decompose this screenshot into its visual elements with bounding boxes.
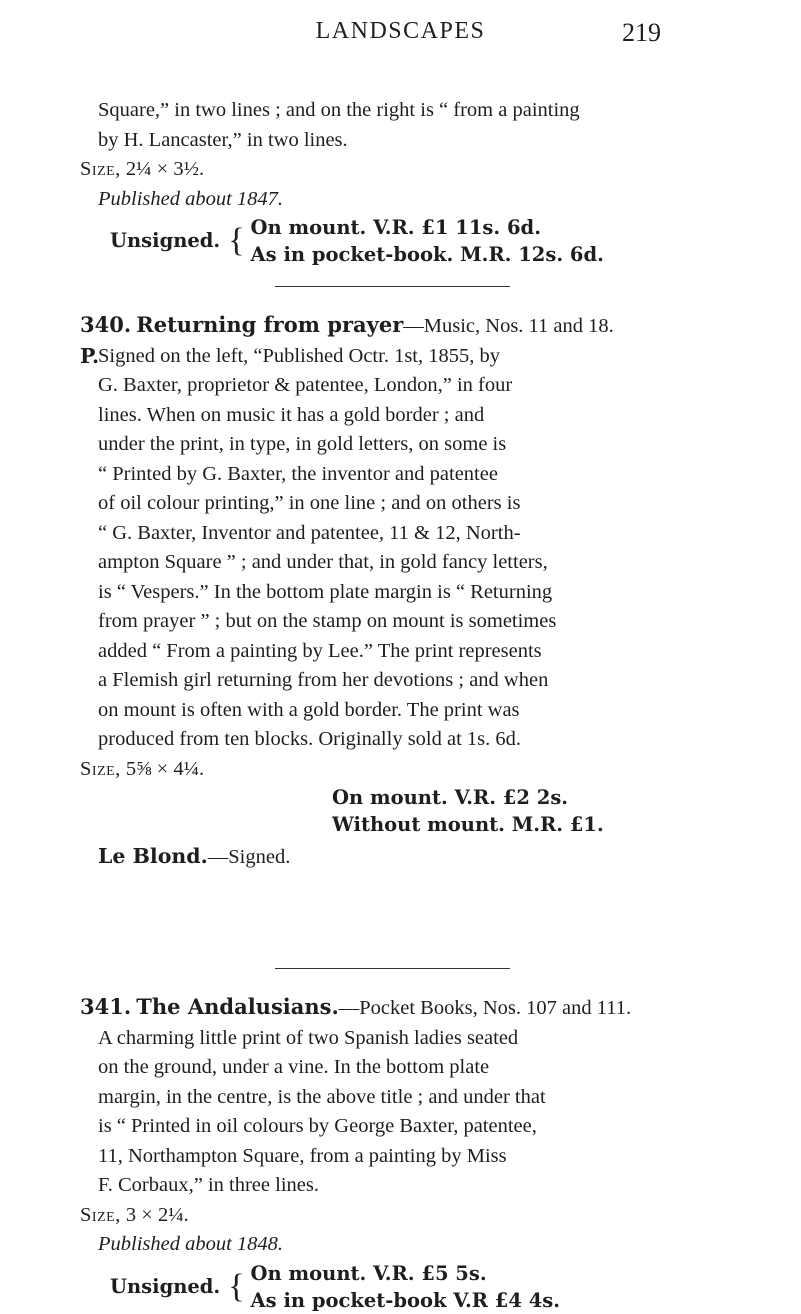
- unsigned-label: Unsigned.: [110, 1274, 221, 1298]
- entry-lines: [80, 1024, 720, 1201]
- published-line: Published about 1848.: [98, 1233, 284, 1255]
- text-line: margin, in the centre, is the above title ; and under that: [98, 1085, 546, 1108]
- text-line: F. Corbaux,” in three lines.: [98, 1174, 319, 1196]
- text-line: lines. When on music it has a gold border ; and: [98, 403, 485, 426]
- brace-icon: {: [228, 1267, 245, 1305]
- text-line: produced from ten blocks. Originally sold at 1s. 6d.: [98, 728, 522, 750]
- price-line: On mount. V.R. £1 11s. 6d.: [250, 216, 541, 239]
- entry-number: 340.: [80, 312, 132, 337]
- size-line: [80, 155, 720, 185]
- size-line: [80, 755, 720, 785]
- entry-heading: [80, 310, 720, 342]
- price-lines: [80, 784, 720, 838]
- text-line: G. Baxter, proprietor & patentee, London,” in four: [98, 374, 513, 396]
- text-line: A charming little print of two Spanish ladies seated: [98, 1026, 519, 1049]
- entry-body: [80, 342, 720, 755]
- text-line: of oil colour printing,” in one line ; and on others is: [98, 492, 521, 514]
- text-line: from prayer ” ; but on the stamp on mount is sometimes: [98, 610, 557, 632]
- text-line: is “ Vespers.” In the bottom plate margin is “ Returning: [98, 580, 553, 603]
- entry-title: The Andalusians.: [136, 994, 339, 1019]
- divider: [275, 968, 510, 969]
- price-line: As in pocket-book. M.R. 12s. 6d.: [250, 243, 604, 266]
- entry-heading: [80, 992, 720, 1024]
- text-line: a Flemish girl returning from her devotions ; and when: [98, 669, 549, 691]
- size-value: 3 × 2¼.: [125, 1203, 189, 1226]
- entry-title: Returning from prayer: [136, 312, 404, 337]
- intro-block: [80, 96, 720, 268]
- entry-number: 341.: [80, 994, 132, 1019]
- price-line: As in pocket-book V.R £4 4s.: [250, 1288, 561, 1312]
- entry-subtitle: —Pocket Books, Nos. 107 and 111.: [338, 997, 632, 1019]
- brace-icon: {: [228, 222, 245, 259]
- text-line: on the ground, under a vine. In the bottom plate: [98, 1056, 490, 1078]
- text-line: under the print, in type, in gold letters, on some is: [98, 433, 507, 455]
- entry-lines: [80, 342, 720, 755]
- price-line: On mount. V.R. £5 5s.: [250, 1261, 487, 1285]
- text-line: Signed on the left, “Published Octr. 1st, 1855, by: [98, 344, 500, 367]
- unsigned-label: Unsigned.: [110, 229, 221, 253]
- size-line: [80, 1201, 720, 1231]
- size-value: 2¼ × 3½.: [125, 158, 205, 180]
- price-lines: [251, 1260, 561, 1314]
- size-value: 5⅝ × 4¼.: [125, 757, 205, 780]
- text-line: 11, Northampton Square, from a painting by Miss: [98, 1144, 507, 1167]
- intro-line: by H. Lancaster,” in two lines.: [98, 128, 348, 151]
- text-line: is “ Printed in oil colours by George Baxter, patentee,: [98, 1115, 537, 1137]
- entry-341: [80, 992, 720, 1314]
- engraver-line: [80, 842, 720, 873]
- intro-line: Square,” in two lines ; and on the right is “ from a painting: [98, 99, 580, 121]
- entry-340: [80, 310, 720, 873]
- running-title: LANDSCAPES: [315, 18, 486, 44]
- text-line: on mount is often with a gold border. The print was: [98, 698, 520, 721]
- text-line: “ Printed by G. Baxter, the inventor and patentee: [98, 462, 498, 485]
- entry-subtitle: —Music, Nos. 11 and 18.: [403, 315, 614, 337]
- price-lines: [251, 214, 604, 268]
- text-line: ampton Square ” ; and under that, in gold fancy letters,: [98, 551, 548, 573]
- size-label: Size,: [80, 757, 121, 780]
- price-row: [80, 214, 720, 268]
- engraver-note: —Signed.: [207, 846, 291, 868]
- page-header: [0, 18, 801, 58]
- size-label: Size,: [80, 1203, 121, 1226]
- engraver-name: Le Blond.: [98, 844, 208, 868]
- price-row: [80, 1260, 720, 1314]
- page-number: 219: [622, 18, 661, 47]
- text-line: added “ From a painting by Lee.” The print represents: [98, 639, 542, 662]
- published-line: Published about 1847.: [98, 187, 284, 210]
- price-line: On mount. V.R. £2 2s.: [332, 786, 569, 809]
- divider: [275, 286, 510, 287]
- text-line: “ G. Baxter, Inventor and patentee, 11 & 12, North-: [98, 521, 521, 544]
- price-line: Without mount. M.R. £1.: [332, 813, 604, 836]
- size-label: Size,: [80, 158, 121, 180]
- entry-marker: P.: [80, 343, 100, 368]
